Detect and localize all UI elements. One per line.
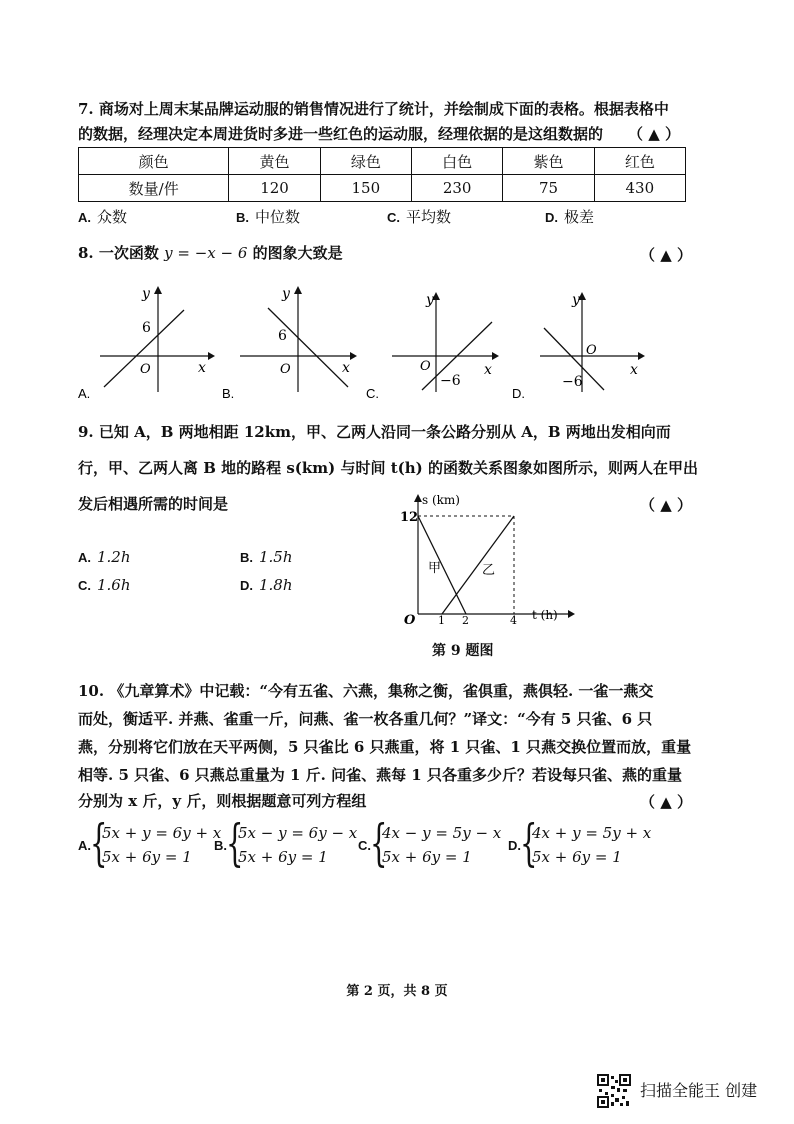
x-axis-label: x (198, 360, 206, 376)
y-tick-12: 12 (400, 510, 419, 525)
table-row (79, 175, 686, 202)
option-text: 中位数 (255, 208, 301, 226)
option-text: 极差 (564, 208, 595, 226)
brace-icon: { (520, 814, 538, 872)
q9-line2: 行，甲、乙两人离 B 地的路程 s(km) 与时间 t(h) 的函数关系图象如图所示，则两人在甲出 (78, 459, 698, 477)
table-cell: 430 (594, 175, 685, 202)
x-axis-label: x (342, 360, 350, 376)
q9-answer-bracket: （ ▲ ） (640, 496, 692, 514)
origin-label: O (140, 362, 151, 377)
q10-option-b (214, 814, 364, 874)
table-cell: 75 (503, 175, 594, 202)
brace-icon: { (226, 814, 244, 872)
q10-option-a (78, 814, 228, 874)
table-cell: 白色 (412, 148, 503, 175)
equation-1: 5x + y = 6y + x (102, 824, 222, 842)
equation-2: 5x + 6y = 1 (532, 848, 622, 866)
q7-line1: 7. 商场对上周末某品牌运动服的销售情况进行了统计，并绘制成下面的表格。根据表格中 (78, 100, 669, 118)
option-label: A. (78, 210, 91, 225)
option-label: C. (387, 210, 400, 225)
x-axis-arrow-icon (492, 352, 499, 360)
equation-1: 5x − y = 6y − x (238, 824, 358, 842)
table-header-cell: 数量/件 (79, 175, 229, 202)
graph-option-label: B. (222, 386, 235, 401)
q8-text-suffix: 的图象大致是 (252, 244, 343, 262)
q10-line4: 相等. 5 只雀、6 只燕总重量为 1 斤. 问雀、燕每 1 只各重多少斤？若设每只雀、燕的重量 (78, 766, 682, 784)
option-label: D. (508, 838, 521, 853)
q7-option-b (236, 206, 300, 227)
q10-answer-bracket: （ ▲ ） (640, 793, 692, 811)
option-label: A. (78, 838, 91, 853)
q7-answer-bracket: （ ▲ ） (628, 125, 680, 143)
option-label: B. (236, 210, 249, 225)
graph-option-label: D. (512, 386, 525, 401)
q7-option-a (78, 206, 127, 227)
equation-2: 5x + 6y = 1 (238, 848, 328, 866)
equation-1: 4x − y = 5y − x (382, 824, 502, 842)
option-label: C. (358, 838, 371, 853)
option-text: 1.8h (259, 576, 293, 594)
q8-graph-c (366, 282, 506, 402)
option-label: C. (78, 578, 91, 593)
q10-line2: 而处，衡适平. 并燕、雀重一斤，问燕、雀一枚各重几何？”译文：“今有 5 只雀、6 只 (78, 710, 653, 728)
option-label: B. (240, 550, 253, 565)
q9-option-c (78, 576, 131, 594)
y-axis-label: y (572, 292, 580, 308)
q10-option-d (508, 814, 668, 874)
q8-text-prefix: 8. 一次函数 (78, 244, 159, 262)
q8-graph-d (512, 282, 652, 402)
y-axis-label: y (282, 286, 290, 302)
page-footer: 第 2 页，共 8 页 (346, 984, 448, 999)
table-cell: 绿色 (320, 148, 411, 175)
q8-stem (78, 242, 343, 264)
table-cell: 120 (229, 175, 320, 202)
q7-sales-table (78, 147, 686, 202)
intercept-label: −6 (440, 373, 461, 389)
option-label: D. (240, 578, 253, 593)
q9-line1: 9. 已知 A，B 两地相距 12km，甲、乙两人沿同一条公路分别从 A，B 两地出发相向而 (78, 423, 671, 441)
q9-option-d (240, 576, 293, 594)
y-axis-arrow-icon (154, 286, 162, 294)
q8-formula: y = −x − 6 (164, 244, 248, 262)
y-axis-label: y (142, 286, 150, 302)
q9-graph (396, 488, 586, 636)
equation-1: 4x + y = 5y + x (532, 824, 652, 842)
intercept-label: −6 (562, 374, 583, 390)
q7-option-d (545, 206, 594, 227)
q10-line5: 分别为 x 斤，y 斤，则根据题意可列方程组 (78, 792, 367, 810)
q8-graph-b (222, 282, 362, 402)
brace-icon: { (90, 814, 108, 872)
brace-icon: { (370, 814, 388, 872)
option-label: D. (545, 210, 558, 225)
equation-2: 5x + 6y = 1 (382, 848, 472, 866)
line-yi (442, 516, 514, 614)
option-text: 众数 (97, 208, 128, 226)
line-jia (418, 516, 466, 614)
q10-option-c (358, 814, 508, 874)
y-axis-label: y (426, 292, 434, 308)
s-axis-arrow-icon (414, 494, 422, 502)
table-row (79, 148, 686, 175)
q10-line3: 燕，分别将它们放在天平两侧，5 只雀比 6 只燕重，将 1 只雀、1 只燕交换位置而放，重量 (78, 738, 692, 756)
table-cell: 230 (412, 175, 503, 202)
table-cell: 150 (320, 175, 411, 202)
t-axis-arrow-icon (568, 610, 575, 618)
q7-line2: 的数据，经理决定本周进货时多进一些红色的运动服，经理依据的是这组数据的 (78, 125, 604, 143)
option-label: A. (78, 550, 91, 565)
scanner-watermark: 扫描全能王 创建 (640, 1081, 758, 1100)
x-axis-label: x (484, 362, 492, 378)
line-yi-label: 乙 (482, 563, 496, 578)
q10-line1: 10. 《九章算术》中记载：“今有五雀、六燕，集称之衡，雀俱重，燕俱轻. 一雀一燕交 (78, 682, 654, 700)
table-header-cell: 颜色 (79, 148, 229, 175)
y-axis-arrow-icon (294, 286, 302, 294)
table-cell: 黄色 (229, 148, 320, 175)
x-tick-1: 1 (438, 614, 445, 627)
table-cell: 紫色 (503, 148, 594, 175)
option-label: B. (214, 838, 227, 853)
x-axis-arrow-icon (350, 352, 357, 360)
q9-figure-caption: 第 9 题图 (432, 643, 494, 659)
option-text: 1.2h (97, 548, 131, 566)
equation-2: 5x + 6y = 1 (102, 848, 192, 866)
t-axis-label: t (h) (532, 608, 558, 622)
x-axis-label: x (630, 362, 638, 378)
q8-graph-a (78, 282, 218, 402)
x-tick-2: 2 (462, 614, 469, 627)
q9-line3: 发后相遇所需的时间是 (78, 495, 229, 513)
q9-option-b (240, 548, 293, 566)
option-text: 1.6h (97, 576, 131, 594)
qr-code-icon (597, 1074, 631, 1108)
origin-label: O (280, 362, 291, 377)
q7-option-c (387, 206, 451, 227)
origin-label: O (420, 359, 431, 374)
table-cell: 红色 (594, 148, 685, 175)
option-text: 平均数 (406, 208, 452, 226)
q9-option-a (78, 548, 131, 566)
origin-label: O (586, 343, 597, 358)
intercept-label: 6 (278, 328, 287, 344)
origin-label: O (404, 613, 416, 628)
graph-option-label: A. (78, 386, 91, 401)
x-axis-arrow-icon (208, 352, 215, 360)
q8-answer-bracket: （ ▲ ） (640, 246, 692, 264)
x-tick-4: 4 (510, 614, 517, 627)
option-text: 1.5h (259, 548, 293, 566)
line-jia-label: 甲 (428, 561, 442, 576)
intercept-label: 6 (142, 320, 151, 336)
x-axis-arrow-icon (638, 352, 645, 360)
s-axis-label: s (km) (422, 493, 460, 507)
graph-option-label: C. (366, 386, 379, 401)
